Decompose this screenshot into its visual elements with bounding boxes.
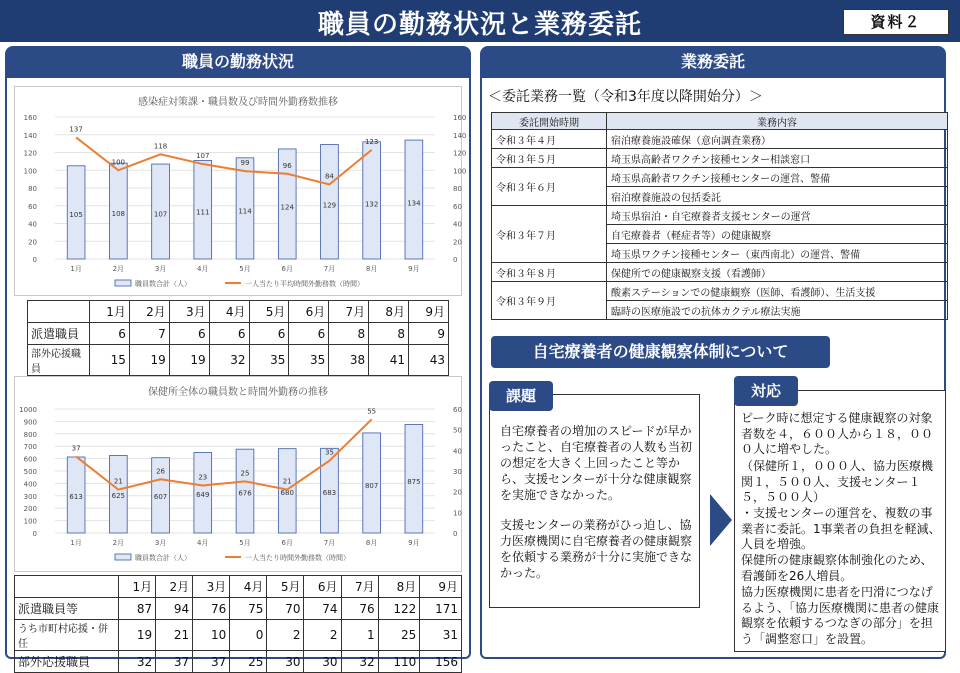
response-text-4: 保健所の健康観察体制強化のため、看護師を26人増員。 — [741, 553, 933, 583]
y-tick-label: 140 — [23, 131, 37, 140]
x-tick-label: 1月 — [70, 265, 82, 273]
table-cell: 156 — [420, 651, 462, 673]
y-tick-label: 500 — [23, 468, 37, 476]
table-cell: 76 — [341, 598, 378, 620]
month-header-cell: 2月 — [156, 576, 193, 598]
response-text-1: ピーク時に想定する健康観察の対象者数を４，６００人から１８，０００人に増やした。 — [741, 411, 934, 456]
bar-data-label: 108 — [111, 209, 126, 218]
y-tick-label: 700 — [23, 443, 37, 452]
outsourcing-row — [492, 168, 948, 187]
x-tick-label: 9月 — [408, 539, 420, 547]
table-row — [15, 651, 462, 673]
issue-box — [489, 394, 700, 608]
bar-data-label: 129 — [322, 201, 337, 210]
home-care-heading: 自宅療養者の健康観察体制について — [491, 336, 830, 368]
table-staff-health-center — [14, 575, 462, 673]
table-cell: 6 — [90, 323, 130, 345]
col-content-header: 業務内容 — [607, 113, 948, 130]
y-tick-label: 60 — [28, 202, 37, 211]
table-cell: 32 — [341, 651, 378, 673]
bar-data-label: 680 — [280, 489, 294, 498]
x-tick-label: 9月 — [408, 265, 420, 273]
month-header-cell: 3月 — [169, 301, 209, 323]
chart-2-svg — [15, 377, 463, 573]
outsourcing-row — [492, 263, 948, 282]
chart-1-svg — [15, 87, 467, 297]
chart-2 — [14, 376, 462, 572]
bar-data-label: 683 — [322, 488, 337, 497]
y2-tick-label: 10 — [453, 509, 462, 518]
bar-data-label: 676 — [238, 489, 252, 498]
month-header-cell: 6月 — [289, 301, 329, 323]
month-header-cell: 4月 — [209, 301, 249, 323]
col-start-header: 委託開始時期 — [492, 113, 607, 130]
table-cell: 94 — [156, 598, 193, 620]
month-header-cell: 5月 — [267, 576, 304, 598]
month-header-cell: 1月 — [119, 576, 156, 598]
table-cell: 32 — [209, 345, 249, 376]
month-header-cell: 9月 — [420, 576, 462, 598]
table-cell: 30 — [267, 651, 304, 673]
document-label: 資料２ — [843, 9, 949, 35]
table-cell: 19 — [169, 345, 209, 376]
outsourcing-row — [492, 149, 948, 168]
y2-tick-label: 20 — [453, 488, 462, 497]
start-date-cell: 令和３年７月 — [492, 206, 607, 263]
y2-tick-label: 80 — [453, 185, 462, 193]
y2-tick-label: 50 — [453, 426, 462, 435]
line-data-label: 137 — [69, 125, 83, 134]
service-content-cell: 埼玉県高齢者ワクチン接種センターの運営、警備 — [607, 168, 948, 187]
y2-tick-label: 100 — [453, 167, 467, 176]
table-cell: 110 — [378, 651, 420, 673]
x-tick-label: 4月 — [197, 265, 209, 273]
line-data-label: 100 — [111, 158, 126, 167]
table-corner-cell — [28, 301, 90, 323]
month-header-cell: 7月 — [329, 301, 369, 323]
y-tick-label: 160 — [23, 114, 37, 122]
y-tick-label: 20 — [28, 238, 37, 247]
bar-data-label: 607 — [153, 493, 168, 502]
x-tick-label: 4月 — [197, 539, 209, 547]
table-cell: 37 — [156, 651, 193, 673]
table-cell: 31 — [420, 620, 462, 651]
y2-tick-label: 30 — [453, 468, 462, 476]
row-label-cell: 部外応援職員 — [28, 345, 90, 376]
arrow-right-icon — [710, 494, 732, 546]
service-content-cell: 自宅療養者（軽症者等）の健康観察 — [607, 225, 948, 244]
x-tick-label: 8月 — [365, 265, 378, 273]
table-cell: 10 — [193, 620, 230, 651]
y2-tick-label: 0 — [453, 530, 458, 538]
legend-line-label: 一人当たり平均時間外勤務数（時間） — [245, 280, 364, 288]
table-cell: 70 — [267, 598, 304, 620]
x-tick-label: 5月 — [239, 539, 251, 547]
outsourcing-table — [491, 112, 948, 320]
table-cell: 0 — [230, 620, 267, 651]
table-cell: 38 — [329, 345, 369, 376]
y-tick-label: 1000 — [19, 406, 37, 414]
bar-data-label: 649 — [196, 490, 210, 499]
legend-bar-swatch — [115, 280, 131, 286]
outsourcing-row — [492, 206, 948, 225]
line-data-label: 99 — [240, 159, 250, 168]
start-date-cell: 令和３年６月 — [492, 168, 607, 206]
start-date-cell: 令和３年５月 — [492, 149, 607, 168]
y-tick-label: 200 — [23, 505, 37, 514]
line-data-label: 21 — [282, 477, 292, 486]
start-date-cell: 令和３年９月 — [492, 282, 607, 320]
line-data-label: 25 — [240, 469, 250, 478]
month-header-cell: 1月 — [90, 301, 130, 323]
response-text-3: ・支援センターの運営を、複数の事業者に委託。1事業者の負担を軽減、人員を増強。 — [741, 506, 941, 551]
service-content-cell: 宿泊療養施設の包括委託 — [607, 187, 948, 206]
chart-1-title: 感染症対策課・職員数及び時間外勤務数推移 — [138, 97, 338, 108]
service-content-cell: 埼玉県高齢者ワクチン接種センター相談窓口 — [607, 149, 948, 168]
line-data-label: 84 — [324, 172, 334, 181]
table-cell: 171 — [420, 598, 462, 620]
legend-bar-label: 職員数合計（人） — [135, 280, 191, 288]
bar-data-label: 105 — [69, 211, 83, 220]
x-tick-label: 2月 — [112, 539, 125, 547]
line-data-label: 37 — [71, 444, 81, 453]
start-date-cell: 令和３年４月 — [492, 130, 607, 149]
y-tick-label: 40 — [28, 220, 37, 229]
month-header-cell: 2月 — [129, 301, 169, 323]
table-cell: 25 — [378, 620, 420, 651]
table-cell: 87 — [119, 598, 156, 620]
table-cell: 6 — [249, 323, 289, 345]
legend-line-label: 一人当たり時間外勤務数（時間） — [245, 554, 350, 562]
service-content-cell: 埼玉県宿泊・自宅療養者支援センターの運営 — [607, 206, 948, 225]
x-tick-label: 2月 — [112, 265, 125, 273]
table-staff-infection-division — [27, 300, 449, 376]
month-header-cell: 4月 — [230, 576, 267, 598]
response-text-5: 協力医療機関に患者を円滑につなげるよう、「協力医療機関に患者の健康観察を依頼するつなぎの部分」を担う「調整窓口」を設置。 — [741, 585, 940, 646]
y-tick-label: 900 — [23, 418, 37, 427]
y2-tick-label: 0 — [453, 256, 458, 264]
table-cell: 8 — [369, 323, 409, 345]
bar-data-label: 625 — [111, 492, 126, 501]
table-cell: 2 — [267, 620, 304, 651]
title-bar — [0, 0, 960, 42]
row-label-cell: 部外応援職員 — [15, 651, 119, 673]
table-cell: 25 — [230, 651, 267, 673]
y2-tick-label: 60 — [453, 406, 462, 414]
line-data-label: 96 — [282, 161, 292, 170]
table-cell: 9 — [409, 323, 449, 345]
service-content-cell: 臨時の医療施設での抗体カクテル療法実施 — [607, 301, 948, 320]
x-tick-label: 7月 — [323, 539, 336, 547]
line-data-label: 118 — [153, 142, 168, 151]
table-cell: 19 — [119, 620, 156, 651]
y-tick-label: 600 — [23, 455, 37, 464]
y2-tick-label: 160 — [453, 114, 467, 122]
table-cell: 35 — [249, 345, 289, 376]
y-tick-label: 100 — [23, 517, 37, 526]
page-title: 職員の勤務状況と業務委託 — [317, 10, 642, 40]
chart-2-title: 保健所全体の職員数と時間外勤務の推移 — [148, 387, 328, 398]
table-cell: 122 — [378, 598, 420, 620]
table-row — [28, 345, 449, 376]
response-text-2: （保健所１，０００人、協力医療機関１，５００人、支援センター１５，５００人） — [741, 459, 934, 504]
table-cell: 6 — [169, 323, 209, 345]
issue-text-1: 自宅療養者の増加のスピードが早かったこと、自宅療養者の人数も当初の想定を大きく上回ったこと等から、支援センターが十分な健康観察を実施できなかった。 — [500, 424, 693, 502]
x-tick-label: 6月 — [281, 265, 293, 273]
right-panel-heading: 業務委託 — [480, 46, 946, 78]
left-panel-heading: 職員の勤務状況 — [5, 46, 471, 78]
bar-data-label: 114 — [238, 207, 252, 216]
row-label-cell: うち市町村応援・併任 — [15, 620, 119, 651]
table-cell: 37 — [193, 651, 230, 673]
bar-data-label: 124 — [280, 203, 294, 212]
legend-bar-swatch — [115, 554, 131, 560]
issue-label: 課題 — [489, 381, 553, 411]
bar-data-label: 132 — [364, 200, 379, 209]
x-tick-label: 1月 — [70, 539, 82, 547]
table-cell: 1 — [341, 620, 378, 651]
x-tick-label: 7月 — [323, 265, 336, 273]
table-row — [15, 620, 462, 651]
table-header-row — [15, 576, 462, 598]
y2-tick-label: 120 — [453, 149, 467, 158]
month-header-cell: 8月 — [378, 576, 420, 598]
table-row — [28, 323, 449, 345]
service-content-cell: 酸素ステーションでの健康観察（医師、看護師）、生活支援 — [607, 282, 948, 301]
table-cell: 19 — [129, 345, 169, 376]
table-cell: 43 — [409, 345, 449, 376]
y-tick-label: 0 — [32, 256, 37, 264]
month-header-cell: 6月 — [304, 576, 341, 598]
response-label: 対応 — [734, 376, 798, 406]
y-tick-label: 800 — [23, 430, 37, 439]
y-tick-label: 120 — [23, 149, 37, 158]
response-box — [734, 390, 946, 652]
bar-data-label: 613 — [69, 492, 83, 501]
x-tick-label: 3月 — [154, 265, 167, 273]
table-cell: 6 — [209, 323, 249, 345]
line-data-label: 107 — [196, 152, 210, 161]
outsourcing-header-row — [492, 113, 948, 130]
table-header-row — [28, 301, 449, 323]
month-header-cell: 7月 — [341, 576, 378, 598]
outsourcing-row — [492, 130, 948, 149]
line-data-label: 123 — [364, 137, 379, 146]
table-cell: 21 — [156, 620, 193, 651]
service-content-cell: 宿泊療養施設確保（意向調査業務） — [607, 130, 948, 149]
outsourcing-row — [492, 282, 948, 301]
table-cell: 2 — [304, 620, 341, 651]
line-data-label: 35 — [324, 448, 334, 457]
month-header-cell: 5月 — [249, 301, 289, 323]
x-tick-label: 5月 — [239, 265, 251, 273]
y-tick-label: 300 — [23, 492, 37, 501]
month-header-cell: 8月 — [369, 301, 409, 323]
table-cell: 35 — [289, 345, 329, 376]
table-cell: 75 — [230, 598, 267, 620]
table-cell: 8 — [329, 323, 369, 345]
table-cell: 74 — [304, 598, 341, 620]
table-cell: 32 — [119, 651, 156, 673]
y2-tick-label: 140 — [453, 131, 467, 140]
chart-1 — [14, 86, 467, 296]
x-tick-label: 8月 — [365, 539, 378, 547]
line-data-label: 23 — [198, 473, 208, 482]
row-label-cell: 派遣職員等 — [15, 598, 119, 620]
line-data-label: 21 — [113, 477, 123, 486]
service-content-cell: 埼玉県ワクチン接種センター（東西南北）の運営、警備 — [607, 244, 948, 263]
bar-data-label: 107 — [153, 210, 168, 219]
x-tick-label: 6月 — [281, 539, 293, 547]
legend-bar-label: 職員数合計（人） — [135, 554, 191, 562]
y2-tick-label: 20 — [453, 238, 462, 247]
table-corner-cell — [15, 576, 119, 598]
bar-data-label: 807 — [364, 481, 379, 490]
table-cell: 41 — [369, 345, 409, 376]
table-cell: 76 — [193, 598, 230, 620]
row-label-cell: 派遣職員 — [28, 323, 90, 345]
table-cell: 6 — [289, 323, 329, 345]
month-header-cell: 3月 — [193, 576, 230, 598]
y-tick-label: 0 — [32, 530, 37, 538]
line-data-label: 55 — [367, 407, 377, 416]
line-data-label: 26 — [156, 467, 166, 476]
start-date-cell: 令和３年８月 — [492, 263, 607, 282]
table-row — [15, 598, 462, 620]
table-cell: 15 — [90, 345, 130, 376]
service-content-cell: 保健所での健康観察支援（看護師） — [607, 263, 948, 282]
y2-tick-label: 40 — [453, 220, 462, 229]
y-tick-label: 80 — [28, 185, 37, 193]
y2-tick-label: 60 — [453, 202, 462, 211]
bar-data-label: 875 — [407, 478, 421, 487]
issue-text-2: 支援センターの業務がひっ迫し、協力医療機関に自宅療養者の健康観察を依頼する業務が十分に実施できなかった。 — [500, 518, 693, 580]
bar-data-label: 111 — [196, 208, 210, 217]
x-tick-label: 3月 — [154, 539, 167, 547]
bar-data-label: 134 — [407, 199, 421, 208]
y2-tick-label: 40 — [453, 447, 462, 456]
table-cell: 30 — [304, 651, 341, 673]
y-tick-label: 400 — [23, 480, 37, 489]
month-header-cell: 9月 — [409, 301, 449, 323]
y-tick-label: 100 — [23, 167, 37, 176]
outsourcing-list-title: ＜委託業務一覧（令和3年度以降開始分）＞ — [488, 89, 763, 105]
table-cell: 7 — [129, 323, 169, 345]
